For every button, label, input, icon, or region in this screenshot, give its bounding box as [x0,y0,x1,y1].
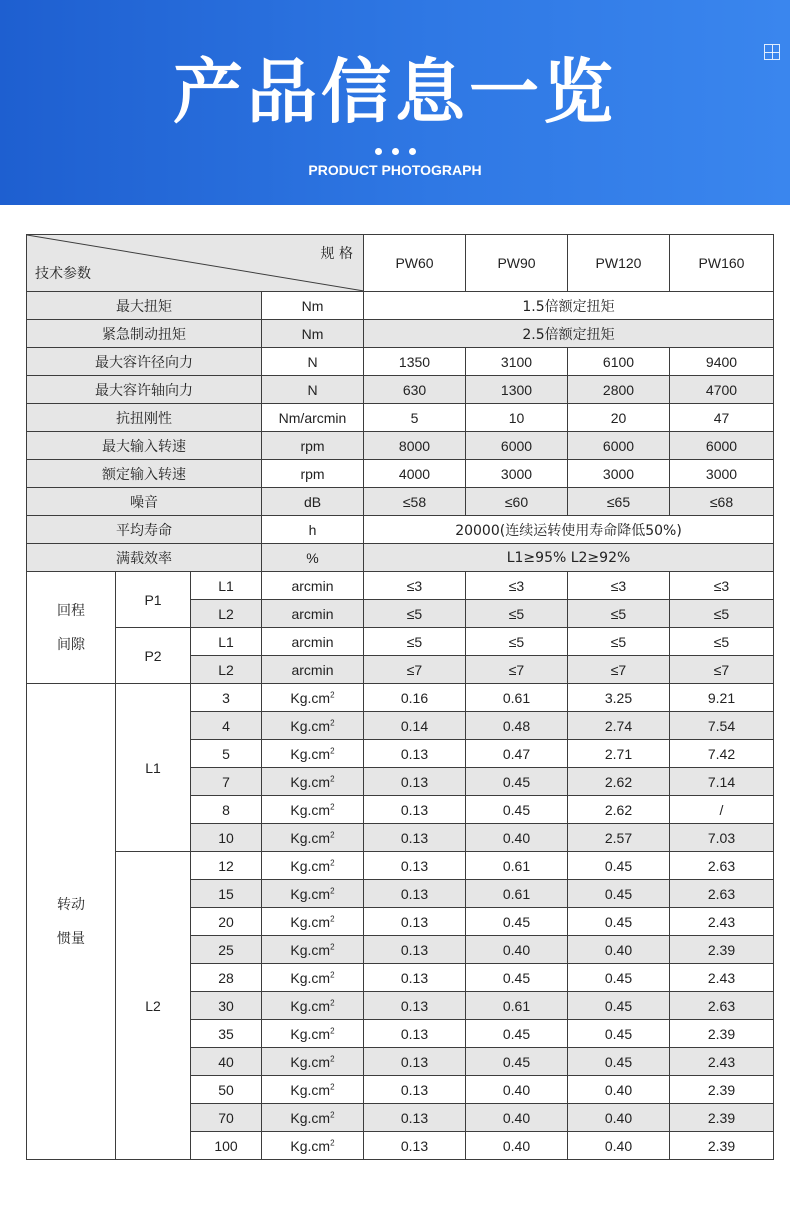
value-cell: 0.45 [568,908,670,936]
inertia-label-line2: 惯量 [57,930,85,947]
value-cell: 1300 [466,376,568,404]
ratio-cell: 40 [191,1048,262,1076]
unit-cell: arcmin [262,600,364,628]
value-cell: 0.40 [466,936,568,964]
unit-text: Kg.cm [290,1053,331,1070]
unit-superscript: 2 [330,1137,335,1147]
value-cell: 2.57 [568,824,670,852]
table-row [27,628,774,656]
value-cell: 0.40 [466,824,568,852]
table-row [27,320,774,348]
page-title: 产品信息一览 [173,51,617,133]
unit-text: Kg.cm [290,689,331,706]
unit-cell: arcmin [262,572,364,600]
value-cell: ≤3 [568,572,670,600]
unit-cell: N [262,348,364,376]
value-cell: 0.40 [568,1104,670,1132]
ratio-cell: 100 [191,1132,262,1160]
value-cell: 6100 [568,348,670,376]
stage-cell: L2 [191,656,262,684]
value-cell: 0.13 [364,768,466,796]
value-cell: ≤68 [670,488,774,516]
table-row [27,572,774,600]
value-cell: 0.13 [364,992,466,1020]
value-cell: 0.40 [466,1076,568,1104]
unit-superscript: 2 [330,1053,335,1063]
table-row [27,404,774,432]
value-cell: 10 [466,404,568,432]
value-cell: 47 [670,404,774,432]
unit-text: Kg.cm [290,1081,331,1098]
table-row [27,488,774,516]
unit-cell [262,936,364,964]
value-cell: 9400 [670,348,774,376]
value-cell: 0.40 [568,1076,670,1104]
unit-cell: % [262,544,364,572]
value-cell: 0.45 [568,1048,670,1076]
value-cell: 0.13 [364,824,466,852]
unit-superscript: 2 [330,745,335,755]
param-label: 最大扭矩 [27,292,262,320]
value-cell: 0.13 [364,1132,466,1160]
spec-table-body [27,235,774,1160]
unit-superscript: 2 [330,717,335,727]
table-row [27,544,774,572]
value-cell: ≤5 [568,628,670,656]
value-cell: 2.43 [670,964,774,992]
value-cell: 0.45 [568,852,670,880]
value-cell: 9.21 [670,684,774,712]
value-cell: 2.39 [670,936,774,964]
unit-text: Kg.cm [290,717,331,734]
param-label: 平均寿命 [27,516,262,544]
unit-superscript: 2 [330,913,335,923]
value-cell: 0.45 [568,964,670,992]
backlash-label-line2: 间隙 [57,636,85,653]
ratio-cell: 50 [191,1076,262,1104]
value-cell: 0.14 [364,712,466,740]
value-cell: 0.45 [466,964,568,992]
value-cell: / [670,796,774,824]
unit-cell: Nm/arcmin [262,404,364,432]
unit-cell [262,1132,364,1160]
value-cell: 6000 [568,432,670,460]
value-cell: 0.40 [568,936,670,964]
unit-cell [262,712,364,740]
stage-cell: L1 [191,572,262,600]
unit-superscript: 2 [330,829,335,839]
model-header: PW120 [568,235,670,292]
table-row [27,852,774,880]
stage-cell: L1 [191,628,262,656]
unit-text: Kg.cm [290,1109,331,1126]
unit-text: Kg.cm [290,745,331,762]
ratio-cell: 7 [191,768,262,796]
value-cell: ≤3 [670,572,774,600]
value-cell: 1.5倍额定扭矩 [364,292,774,320]
value-cell: ≤60 [466,488,568,516]
unit-superscript: 2 [330,885,335,895]
value-cell: 0.61 [466,992,568,1020]
param-label: 抗扭刚性 [27,404,262,432]
page-subtitle: PRODUCT PHOTOGRAPH [308,162,482,178]
value-cell: 0.45 [466,908,568,936]
ratio-cell: 3 [191,684,262,712]
unit-text: Kg.cm [290,941,331,958]
table-row [27,348,774,376]
unit-superscript: 2 [330,773,335,783]
unit-superscript: 2 [330,1081,335,1091]
value-cell: 630 [364,376,466,404]
value-cell: 8000 [364,432,466,460]
unit-superscript: 2 [330,801,335,811]
value-cell: 0.45 [466,768,568,796]
unit-cell [262,1104,364,1132]
value-cell: 0.13 [364,908,466,936]
model-header: PW90 [466,235,568,292]
value-cell: ≤3 [466,572,568,600]
unit-cell [262,1076,364,1104]
group-label: P1 [116,572,191,628]
unit-superscript: 2 [330,997,335,1007]
value-cell: 20 [568,404,670,432]
value-cell: ≤5 [466,628,568,656]
ratio-cell: 10 [191,824,262,852]
model-header: PW60 [364,235,466,292]
ratio-cell: 12 [191,852,262,880]
value-cell: 0.45 [568,992,670,1020]
value-cell: 6000 [466,432,568,460]
unit-cell [262,880,364,908]
table-row [27,376,774,404]
value-cell: 0.40 [466,1132,568,1160]
value-cell: 0.61 [466,684,568,712]
unit-cell: Nm [262,292,364,320]
value-cell: 0.13 [364,880,466,908]
param-label: 额定输入转速 [27,460,262,488]
unit-cell [262,852,364,880]
value-cell: 0.16 [364,684,466,712]
inertia-label [27,684,116,1160]
value-cell: 0.45 [568,1020,670,1048]
value-cell: 0.13 [364,796,466,824]
unit-cell: rpm [262,460,364,488]
value-cell: 3100 [466,348,568,376]
value-cell: 7.54 [670,712,774,740]
group-label: L2 [116,852,191,1160]
table-row [27,292,774,320]
spec-header-label: 规 格 [320,246,353,262]
value-cell: ≤5 [364,600,466,628]
unit-text: Kg.cm [290,1025,331,1042]
value-cell: 7.14 [670,768,774,796]
param-label: 噪音 [27,488,262,516]
value-cell: 2.39 [670,1020,774,1048]
unit-superscript: 2 [330,1109,335,1119]
value-cell: 2.62 [568,796,670,824]
value-cell: 20000(连续运转使用寿命降低50%) [364,516,774,544]
param-label: 最大容许径向力 [27,348,262,376]
unit-cell: N [262,376,364,404]
unit-superscript: 2 [330,941,335,951]
value-cell: 0.13 [364,740,466,768]
unit-cell [262,1020,364,1048]
unit-cell [262,1048,364,1076]
unit-cell [262,824,364,852]
value-cell: 4000 [364,460,466,488]
value-cell: 2800 [568,376,670,404]
unit-superscript: 2 [330,857,335,867]
unit-cell: arcmin [262,628,364,656]
value-cell: 0.61 [466,852,568,880]
value-cell: 2.39 [670,1076,774,1104]
value-cell: ≤5 [568,600,670,628]
unit-text: Kg.cm [290,857,331,874]
table-row [27,460,774,488]
value-cell: 1350 [364,348,466,376]
value-cell: 0.48 [466,712,568,740]
decorative-dots [0,140,790,159]
unit-cell [262,768,364,796]
value-cell: 0.13 [364,936,466,964]
unit-cell: h [262,516,364,544]
value-cell: 3000 [670,460,774,488]
value-cell: 3000 [466,460,568,488]
value-cell: 2.43 [670,1048,774,1076]
group-label: L1 [116,684,191,852]
corner-header-cell [27,235,364,292]
value-cell: 3.25 [568,684,670,712]
value-cell: 0.45 [466,1020,568,1048]
value-cell: 0.61 [466,880,568,908]
unit-text: Kg.cm [290,969,331,986]
table-row [27,684,774,712]
value-cell: 2.63 [670,880,774,908]
grid-icon[interactable] [764,44,780,60]
unit-text: Kg.cm [290,913,331,930]
param-label: 紧急制动扭矩 [27,320,262,348]
unit-superscript: 2 [330,1025,335,1035]
value-cell: 3000 [568,460,670,488]
value-cell: 0.45 [466,796,568,824]
unit-cell: Nm [262,320,364,348]
unit-cell [262,740,364,768]
inertia-label-line1: 转动 [57,896,85,913]
value-cell: 2.62 [568,768,670,796]
value-cell: 0.13 [364,1104,466,1132]
value-cell: ≤5 [670,628,774,656]
value-cell: 2.39 [670,1132,774,1160]
value-cell: ≤65 [568,488,670,516]
value-cell: 7.42 [670,740,774,768]
unit-text: Kg.cm [290,1137,331,1154]
value-cell: ≤5 [466,600,568,628]
value-cell: 2.63 [670,852,774,880]
value-cell: 2.71 [568,740,670,768]
value-cell: L1≥95% L2≥92% [364,544,774,572]
value-cell: 2.39 [670,1104,774,1132]
header-banner [0,0,790,205]
spec-table [26,234,774,1160]
value-cell: 7.03 [670,824,774,852]
unit-cell [262,964,364,992]
param-label: 满载效率 [27,544,262,572]
param-label: 最大输入转速 [27,432,262,460]
value-cell: ≤7 [466,656,568,684]
model-header: PW160 [670,235,774,292]
value-cell: 0.40 [568,1132,670,1160]
value-cell: ≤7 [364,656,466,684]
unit-cell: arcmin [262,656,364,684]
ratio-cell: 20 [191,908,262,936]
value-cell: 0.47 [466,740,568,768]
value-cell: ≤58 [364,488,466,516]
unit-text: Kg.cm [290,801,331,818]
value-cell: ≤3 [364,572,466,600]
ratio-cell: 70 [191,1104,262,1132]
value-cell: ≤5 [670,600,774,628]
backlash-label-line1: 回程 [57,602,85,619]
table-row [27,516,774,544]
value-cell: 2.74 [568,712,670,740]
value-cell: 0.40 [466,1104,568,1132]
value-cell: 0.13 [364,1048,466,1076]
param-header-label: 技术参数 [35,266,91,282]
value-cell: 0.45 [466,1048,568,1076]
unit-text: Kg.cm [290,997,331,1014]
unit-cell [262,684,364,712]
unit-text: Kg.cm [290,829,331,846]
value-cell: 4700 [670,376,774,404]
value-cell: ≤7 [568,656,670,684]
unit-text: Kg.cm [290,885,331,902]
unit-cell [262,992,364,1020]
unit-superscript: 2 [330,689,335,699]
group-label: P2 [116,628,191,684]
ratio-cell: 30 [191,992,262,1020]
ratio-cell: 28 [191,964,262,992]
ratio-cell: 5 [191,740,262,768]
ratio-cell: 8 [191,796,262,824]
ratio-cell: 15 [191,880,262,908]
value-cell: 0.13 [364,964,466,992]
value-cell: ≤5 [364,628,466,656]
backlash-label [27,572,116,684]
value-cell: 2.63 [670,992,774,1020]
value-cell: 0.45 [568,880,670,908]
ratio-cell: 4 [191,712,262,740]
ratio-cell: 35 [191,1020,262,1048]
value-cell: 2.43 [670,908,774,936]
table-row [27,432,774,460]
value-cell: 2.5倍额定扭矩 [364,320,774,348]
value-cell: ≤7 [670,656,774,684]
param-label: 最大容许轴向力 [27,376,262,404]
unit-superscript: 2 [330,969,335,979]
value-cell: 5 [364,404,466,432]
value-cell: 0.13 [364,852,466,880]
value-cell: 0.13 [364,1020,466,1048]
stage-cell: L2 [191,600,262,628]
unit-cell: dB [262,488,364,516]
value-cell: 6000 [670,432,774,460]
table-header-row [27,235,774,292]
unit-cell [262,796,364,824]
unit-cell [262,908,364,936]
ratio-cell: 25 [191,936,262,964]
unit-text: Kg.cm [290,773,331,790]
unit-cell: rpm [262,432,364,460]
value-cell: 0.13 [364,1076,466,1104]
